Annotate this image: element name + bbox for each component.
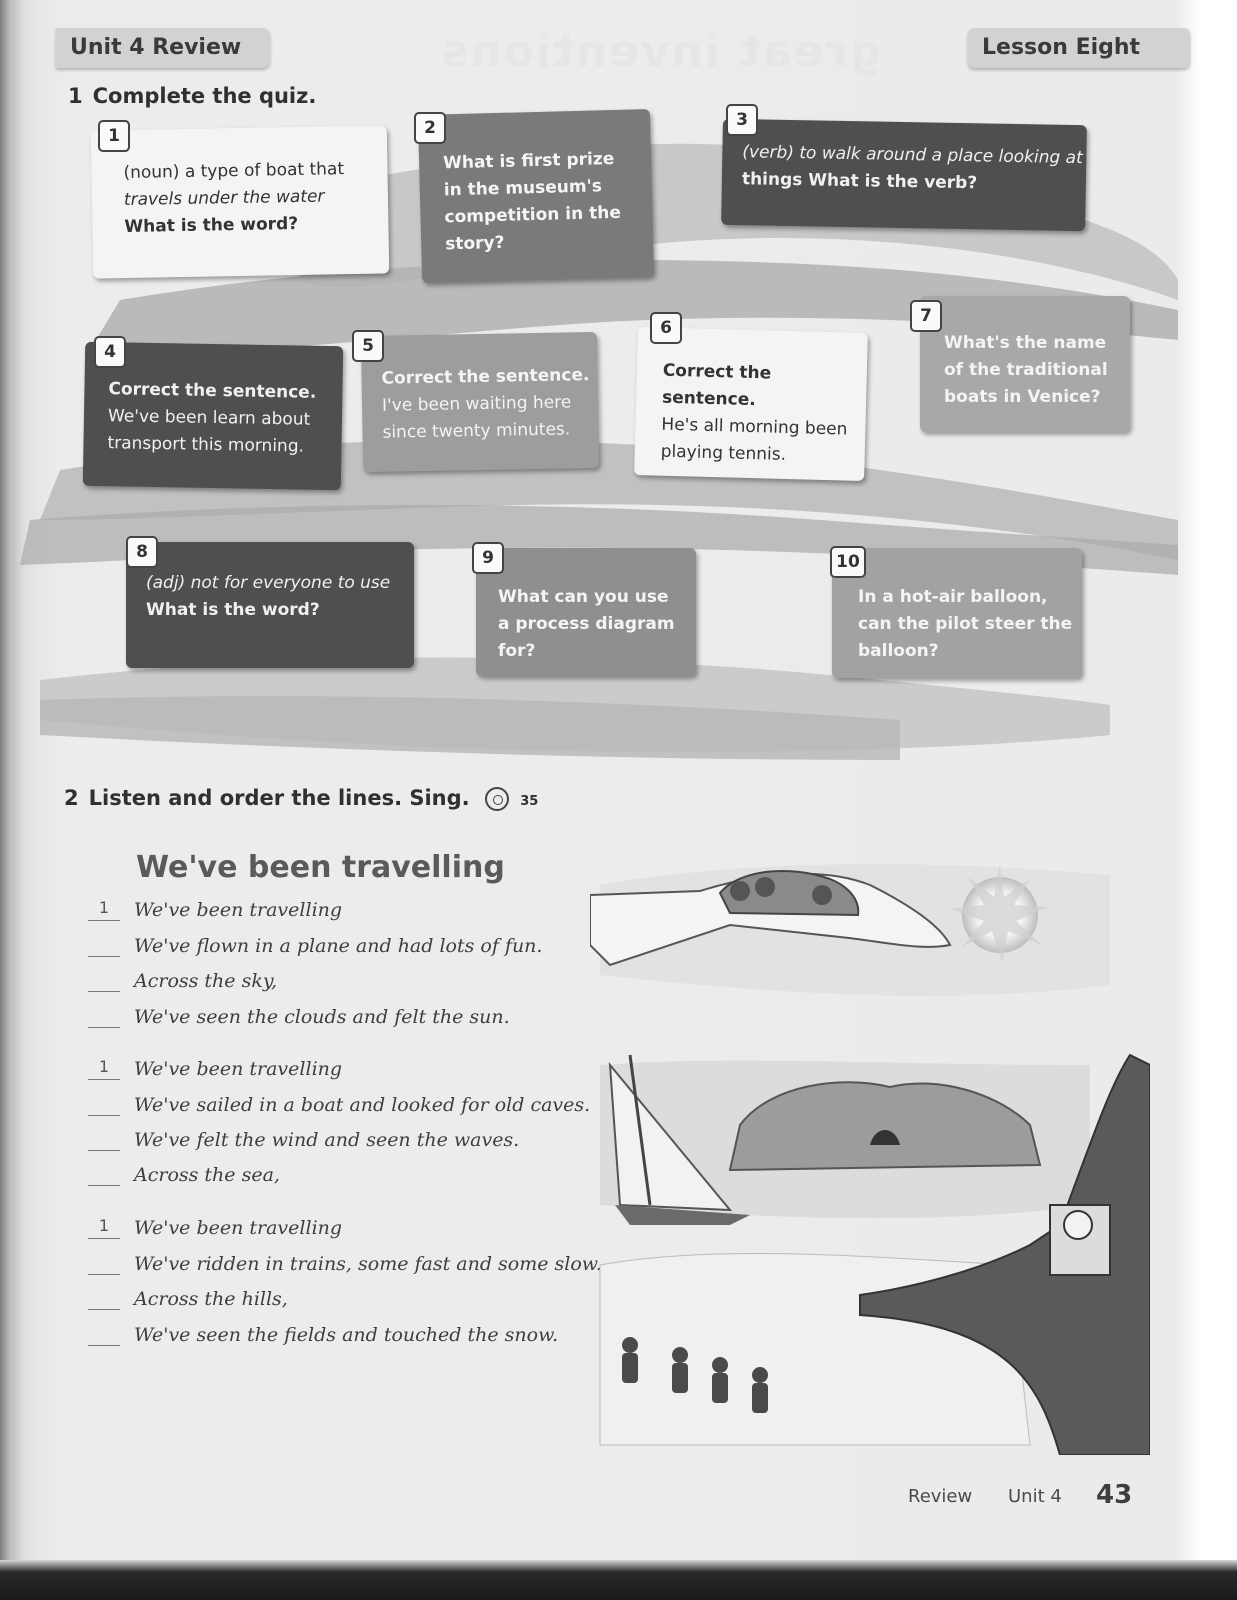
order-blank[interactable]	[88, 1287, 120, 1310]
exercise-2-heading	[64, 786, 538, 811]
exercise-instruction: Complete the quiz.	[92, 84, 317, 108]
song-line	[88, 898, 342, 928]
order-blank[interactable]	[88, 1252, 120, 1275]
quiz-card-10	[832, 548, 1082, 678]
card-line: a process diagram	[498, 614, 675, 634]
show-through-text: great inventions	[440, 26, 882, 77]
song-line-text: Across the hills,	[134, 1288, 288, 1310]
card-line: balloon?	[858, 641, 939, 661]
audio-cd-icon[interactable]	[485, 787, 509, 811]
song-line-text: We've seen the fields and touched the snow.	[134, 1324, 559, 1346]
quiz-number-10: 10	[830, 546, 866, 578]
song-line	[88, 1005, 510, 1035]
song-line	[88, 934, 542, 964]
song-line	[88, 969, 277, 999]
card-line: Correct the sentence.	[381, 365, 590, 389]
lesson-tab: Lesson Eight	[968, 28, 1190, 68]
quiz-card-9	[476, 548, 696, 676]
card-line: since twenty minutes.	[382, 419, 571, 443]
card-line: of the traditional	[944, 360, 1108, 380]
quiz-number-7: 7	[910, 300, 942, 332]
quiz-number-5: 5	[352, 330, 384, 362]
card-line: We've been learn about	[107, 406, 311, 430]
card-line: What's the name	[944, 333, 1107, 353]
exercise-instruction: Listen and order the lines. Sing.	[88, 786, 470, 810]
card-line: transport this morning.	[107, 433, 305, 457]
card-line: (verb) to walk around a place looking at	[742, 142, 1083, 169]
card-line: in the museum's	[443, 176, 603, 201]
order-blank[interactable]	[88, 934, 120, 957]
card-line: (adj) not for everyone to use	[146, 573, 391, 593]
card-line: Correct the sentence.	[108, 379, 317, 403]
quiz-number-3: 3	[726, 104, 758, 136]
card-line: What is the word?	[146, 600, 320, 620]
order-blank[interactable]: 1	[88, 898, 120, 921]
song-line-text: We've sailed in a boat and looked for old caves.	[134, 1094, 591, 1116]
unit-tab: Unit 4 Review	[56, 28, 270, 68]
song-line-text: We've ridden in trains, some fast and some slow.	[134, 1253, 602, 1275]
song-line-text: We've flown in a plane and had lots of fun.	[134, 935, 543, 957]
quiz-card-5	[361, 332, 599, 472]
song-line	[88, 1057, 342, 1087]
travel-illustration	[590, 825, 1150, 1455]
quiz-number-6: 6	[650, 312, 682, 344]
song-line-text: Across the sky,	[134, 970, 278, 992]
song-line-text: We've felt the wind and seen the waves.	[134, 1129, 520, 1151]
card-line: for?	[498, 641, 536, 661]
quiz-card-6	[634, 327, 868, 481]
song-line	[88, 1323, 558, 1353]
footer-review: Review	[908, 1486, 973, 1507]
card-line: In a hot-air balloon,	[858, 587, 1048, 607]
quiz-card-8	[126, 542, 414, 668]
card-line: story?	[444, 232, 505, 255]
song-line-text: We've been travelling	[134, 1058, 343, 1080]
page-binding-edge	[0, 1560, 1237, 1600]
card-line: Correct the sentence.	[661, 360, 772, 411]
card-line: What can you use	[498, 587, 669, 607]
exercise-number: 1	[68, 84, 83, 108]
song-line	[88, 1163, 280, 1193]
quiz-card-2	[418, 109, 654, 283]
card-line: playing tennis.	[660, 441, 787, 465]
song-line-text: We've been travelling	[134, 899, 343, 921]
song-line-text: We've been travelling	[134, 1217, 343, 1239]
card-line: competition in the	[444, 202, 622, 228]
card-line: travels under the water	[123, 186, 325, 211]
card-line: I've been waiting here	[381, 392, 572, 416]
song-line-text: We've seen the clouds and felt the sun.	[134, 1006, 510, 1028]
quiz-number-4: 4	[94, 336, 126, 368]
footer-unit: Unit 4	[1008, 1486, 1062, 1507]
card-line: boats in Venice?	[944, 387, 1101, 407]
card-line: can the pilot steer the	[858, 614, 1073, 634]
quiz-card-7	[920, 296, 1130, 432]
order-blank[interactable]	[88, 1323, 120, 1346]
card-line: What is the word?	[124, 213, 299, 238]
song-line	[88, 1252, 602, 1282]
quiz-card-1	[91, 125, 390, 278]
song-line	[88, 1216, 342, 1246]
order-blank[interactable]	[88, 969, 120, 992]
order-blank[interactable]	[88, 1005, 120, 1028]
quiz-number-2: 2	[414, 112, 446, 144]
audio-track-number: 35	[520, 794, 539, 809]
order-blank[interactable]: 1	[88, 1216, 120, 1239]
song-line	[88, 1287, 288, 1317]
card-line: What is first prize	[442, 148, 615, 174]
card-line: things What is the verb?	[741, 169, 978, 194]
order-blank[interactable]	[88, 1093, 120, 1116]
song-line	[88, 1128, 519, 1158]
order-blank[interactable]	[88, 1163, 120, 1186]
order-blank[interactable]: 1	[88, 1057, 120, 1080]
page-number: 43	[1096, 1480, 1133, 1510]
card-line: He's all morning been	[661, 414, 848, 440]
quiz-number-8: 8	[126, 536, 158, 568]
exercise-number: 2	[64, 786, 79, 810]
order-blank[interactable]	[88, 1128, 120, 1151]
quiz-number-1: 1	[98, 120, 130, 152]
card-line: (noun) a type of boat that	[123, 159, 345, 184]
song-line-text: Across the sea,	[134, 1164, 280, 1186]
quiz-card-3	[721, 119, 1087, 231]
quiz-number-9: 9	[472, 542, 504, 574]
song-title: We've been travelling	[136, 850, 505, 885]
song-line	[88, 1093, 590, 1123]
